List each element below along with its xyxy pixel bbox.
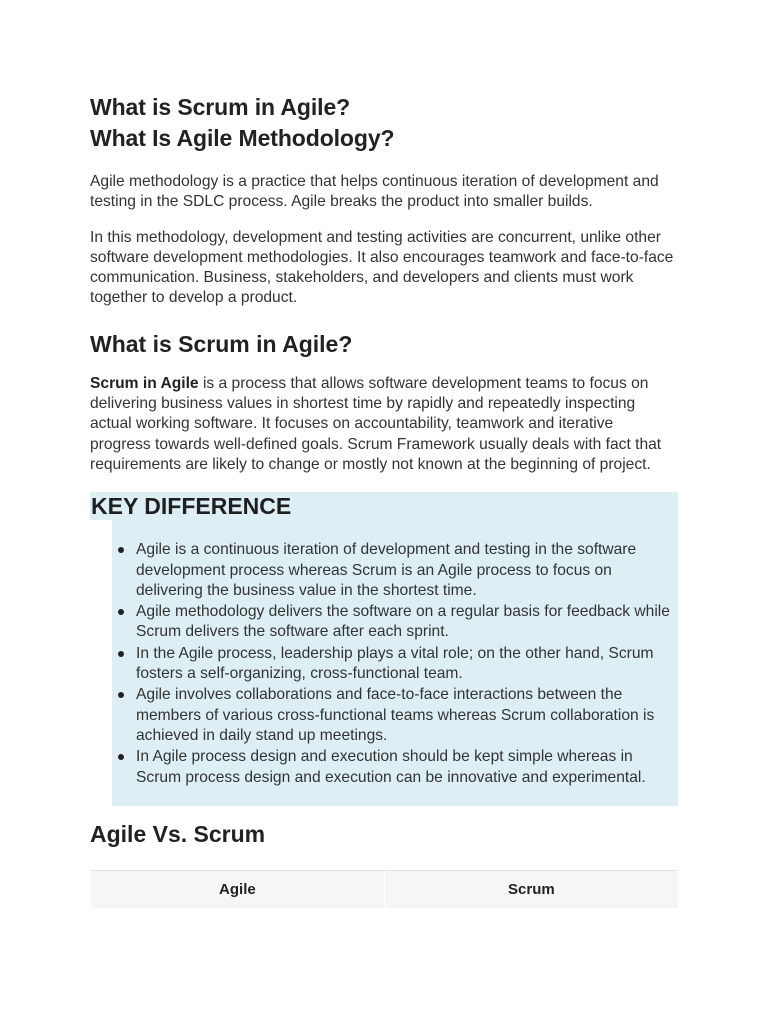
- key-difference-item-text: In Agile process design and execution should be kept simple whereas in Scrum process design and execution can be innovative and experimental.: [136, 748, 646, 786]
- bullet-icon: [118, 609, 124, 615]
- comparison-heading: Agile Vs. Scrum: [90, 821, 266, 848]
- column-header-agile: Agile: [91, 871, 385, 909]
- key-difference-item: [136, 602, 678, 643]
- key-difference-item: [136, 540, 678, 601]
- scrum-body-text: is a process that allows software development teams to focus on delivering business values in shortest time by rapidly and repeatedly inspecting actual working software. It focuses on accountability, teamwork and iterative progress towards well-defined goals. Scrum Framework usually deals with fact that requirements are likely to change or mostly not known at the beginning of project.: [90, 374, 662, 473]
- scrum-lead-bold: Scrum in Agile: [90, 374, 199, 392]
- scrum-paragraph: [90, 374, 678, 475]
- key-difference-item: [136, 747, 678, 788]
- key-difference-heading: KEY DIFFERENCE: [91, 493, 292, 520]
- table-header-row: [91, 871, 679, 909]
- column-header-scrum: Scrum: [384, 871, 678, 909]
- comparison-table: [90, 870, 678, 908]
- scrum-section-heading: What is Scrum in Agile?: [90, 330, 353, 357]
- key-difference-item: [136, 644, 678, 685]
- bullet-icon: [118, 692, 124, 698]
- key-difference-item-text: Agile methodology delivers the software on a regular basis for feedback while Scrum delivers the software after each sprint.: [136, 603, 670, 641]
- bullet-icon: [118, 651, 124, 657]
- key-difference-item-text: Agile is a continuous iteration of development and testing in the software development process whereas Scrum is an Agile process to focus on delivering the business value in the shortest time.: [136, 541, 637, 599]
- page-title: [90, 92, 678, 154]
- agile-intro-paragraph: Agile methodology is a practice that helps continuous iteration of development and testing in the SDLC process. Agile breaks the product into smaller builds.: [90, 173, 659, 211]
- key-difference-item-text: In the Agile process, leadership plays a vital role; on the other hand, Scrum fosters a self-organizing, cross-functional team.: [136, 644, 654, 683]
- title-line-1: What is Scrum in Agile?: [90, 94, 351, 120]
- bullet-icon: [118, 547, 124, 553]
- key-difference-item-text: Agile involves collaborations and face-to-face interactions between the members of various cross-functional teams whereas Scrum collaboration is achieved in daily stand up meetings.: [136, 686, 655, 744]
- bullet-icon: [118, 754, 124, 760]
- title-line-2: What Is Agile Methodology?: [90, 125, 395, 151]
- agile-methodology-paragraph: In this methodology, development and testing activities are concurrent, unlike other software development methodologies. It also encourages teamwork and face-to-face communication. Business, stakeholders, and developers and clients must work together to develop a product.: [90, 228, 674, 307]
- key-difference-list: [112, 540, 678, 789]
- document-page: [90, 92, 678, 908]
- key-difference-item: [136, 685, 678, 746]
- key-difference-box: [90, 492, 678, 807]
